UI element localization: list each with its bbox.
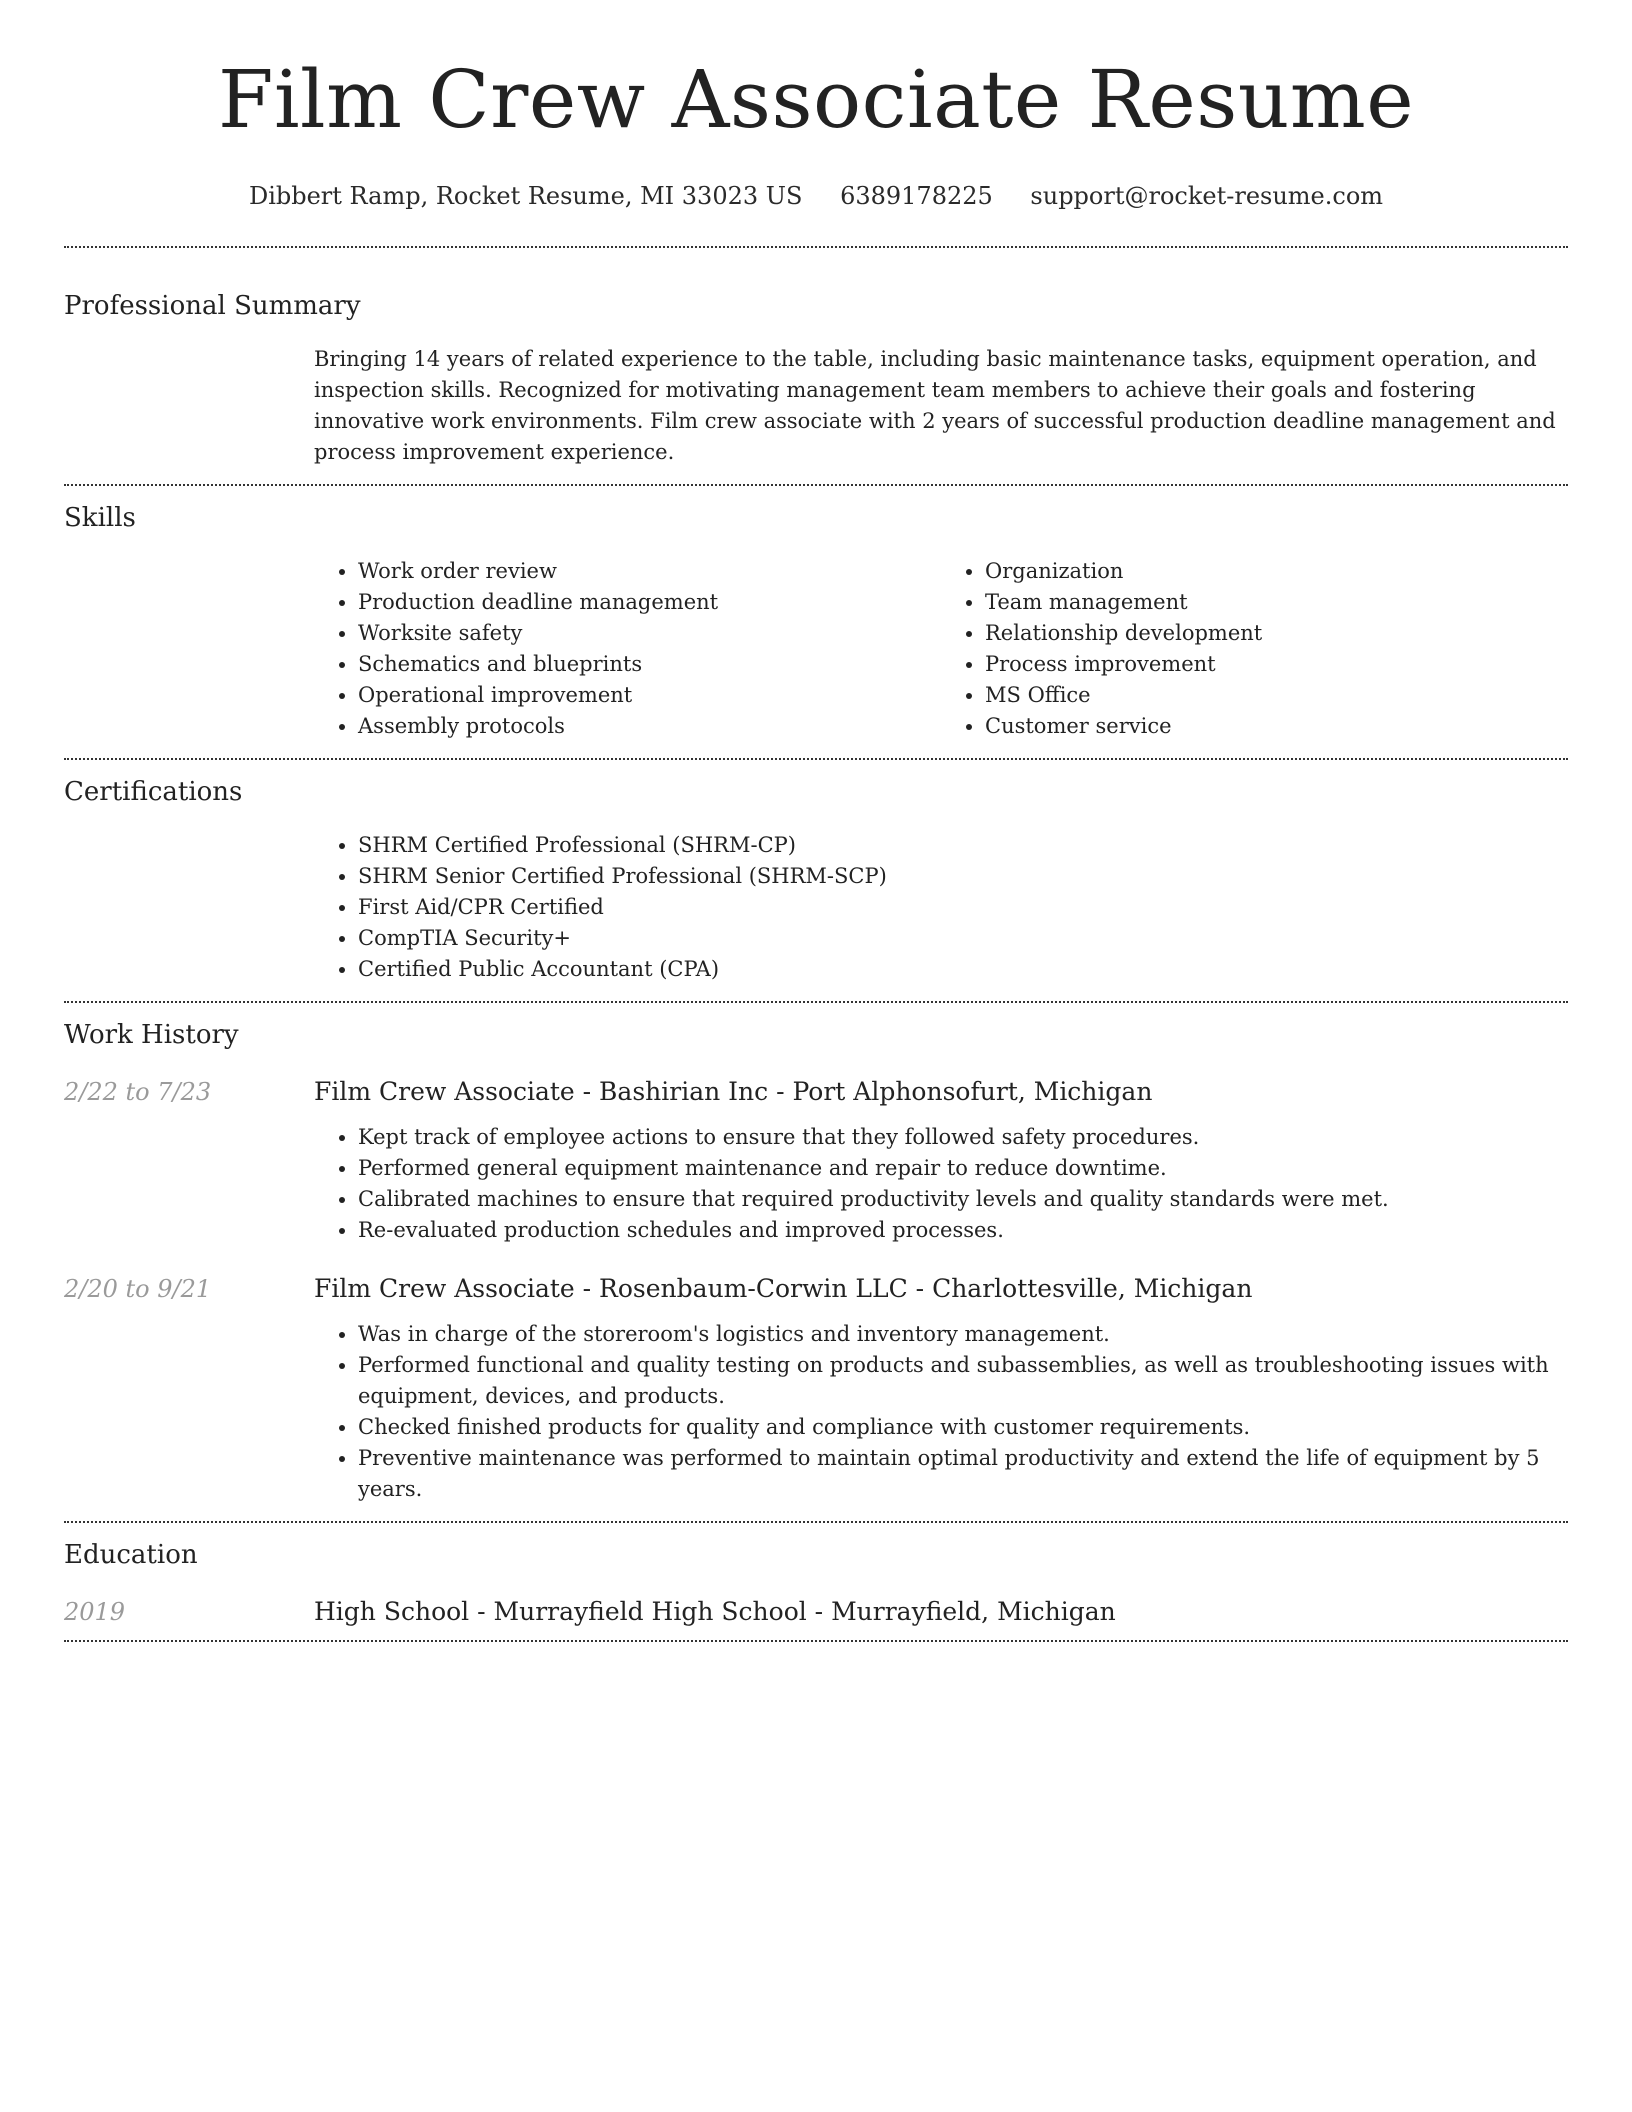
divider — [64, 1001, 1568, 1003]
certification-item: • Certified Public Accountant (CPA) — [358, 954, 1568, 985]
contact-phone: 6389178225 — [840, 182, 993, 210]
skill-item: • Assembly protocols — [358, 711, 941, 742]
education-date: 2019 — [64, 1598, 126, 1626]
education-entry — [64, 1597, 1568, 1626]
job-date: 2/22 to 7/23 — [64, 1078, 212, 1106]
skill-item: • Work order review — [358, 556, 941, 587]
resume-title: Film Crew Associate Resume — [217, 53, 1415, 146]
job-date: 2/20 to 9/21 — [64, 1275, 212, 1303]
summary-heading: Professional Summary — [64, 291, 361, 321]
job-bullet: • Performed general equipment maintenance and repair to reduce downtime. — [358, 1153, 1568, 1184]
job-entry — [64, 1274, 1568, 1303]
job-title: Film Crew Associate - Bashirian Inc - Port Alphonsofurt, Michigan — [314, 1077, 1153, 1106]
summary-text: Bringing 14 years of related experience to the table, including basic maintenance tasks, equipment operation, and inspection skills. Recognized for motivating management team members to achieve their goals and fostering innovative work environments. Film crew associate with 2 years of successful production deadline management and process improvement experience. — [314, 347, 1556, 464]
skill-item: • Process improvement — [985, 649, 1568, 680]
divider — [64, 246, 1568, 248]
job-bullet: • Kept track of employee actions to ensure that they followed safety procedures. — [358, 1122, 1568, 1153]
skills-column-left — [314, 556, 941, 742]
job-entry — [64, 1077, 1568, 1106]
skill-item: • Organization — [985, 556, 1568, 587]
certifications-heading: Certifications — [64, 777, 243, 807]
divider — [64, 1640, 1568, 1642]
work-history-heading: Work History — [64, 1020, 239, 1050]
skill-item: • Production deadline management — [358, 587, 941, 618]
skill-item: • Operational improvement — [358, 680, 941, 711]
job-bullets — [314, 1122, 1568, 1246]
job-bullet: • Checked finished products for quality and compliance with customer requirements. — [358, 1412, 1568, 1443]
job-bullet: • Preventive maintenance was performed to maintain optimal productivity and extend the life of equipment by 5 years. — [358, 1443, 1568, 1505]
contact-address: Dibbert Ramp, Rocket Resume, MI 33023 US — [248, 182, 803, 210]
skills-column-right — [941, 556, 1568, 742]
certification-item: • CompTIA Security+ — [358, 923, 1568, 954]
skill-item: • Worksite safety — [358, 618, 941, 649]
certification-item: • SHRM Certified Professional (SHRM-CP) — [358, 830, 1568, 861]
certifications-list — [314, 830, 1568, 985]
job-bullet: • Calibrated machines to ensure that required productivity levels and quality standards were met. — [358, 1184, 1568, 1215]
contact-line — [64, 180, 1568, 212]
divider — [64, 758, 1568, 760]
certification-item: • SHRM Senior Certified Professional (SHRM-SCP) — [358, 861, 1568, 892]
divider — [64, 484, 1568, 486]
skill-item: • Relationship development — [985, 618, 1568, 649]
job-bullet: • Was in charge of the storeroom's logistics and inventory management. — [358, 1319, 1568, 1350]
skill-item: • Customer service — [985, 711, 1568, 742]
education-title: High School - Murrayfield High School - Murrayfield, Michigan — [314, 1597, 1116, 1626]
skills-list — [314, 556, 1568, 742]
skill-item: • MS Office — [985, 680, 1568, 711]
job-bullets — [314, 1319, 1568, 1505]
job-bullet: • Re-evaluated production schedules and improved processes. — [358, 1215, 1568, 1246]
skill-item: • Team management — [985, 587, 1568, 618]
divider — [64, 1521, 1568, 1523]
skill-item: • Schematics and blueprints — [358, 649, 941, 680]
certification-item: • First Aid/CPR Certified — [358, 892, 1568, 923]
job-title: Film Crew Associate - Rosenbaum-Corwin LLC - Charlottesville, Michigan — [314, 1274, 1253, 1303]
contact-email: support@rocket-resume.com — [1030, 182, 1384, 210]
job-bullet: • Performed functional and quality testing on products and subassemblies, as well as troubleshooting issues with equipment, devices, and products. — [358, 1350, 1568, 1412]
education-heading: Education — [64, 1540, 198, 1570]
skills-heading: Skills — [64, 503, 136, 533]
